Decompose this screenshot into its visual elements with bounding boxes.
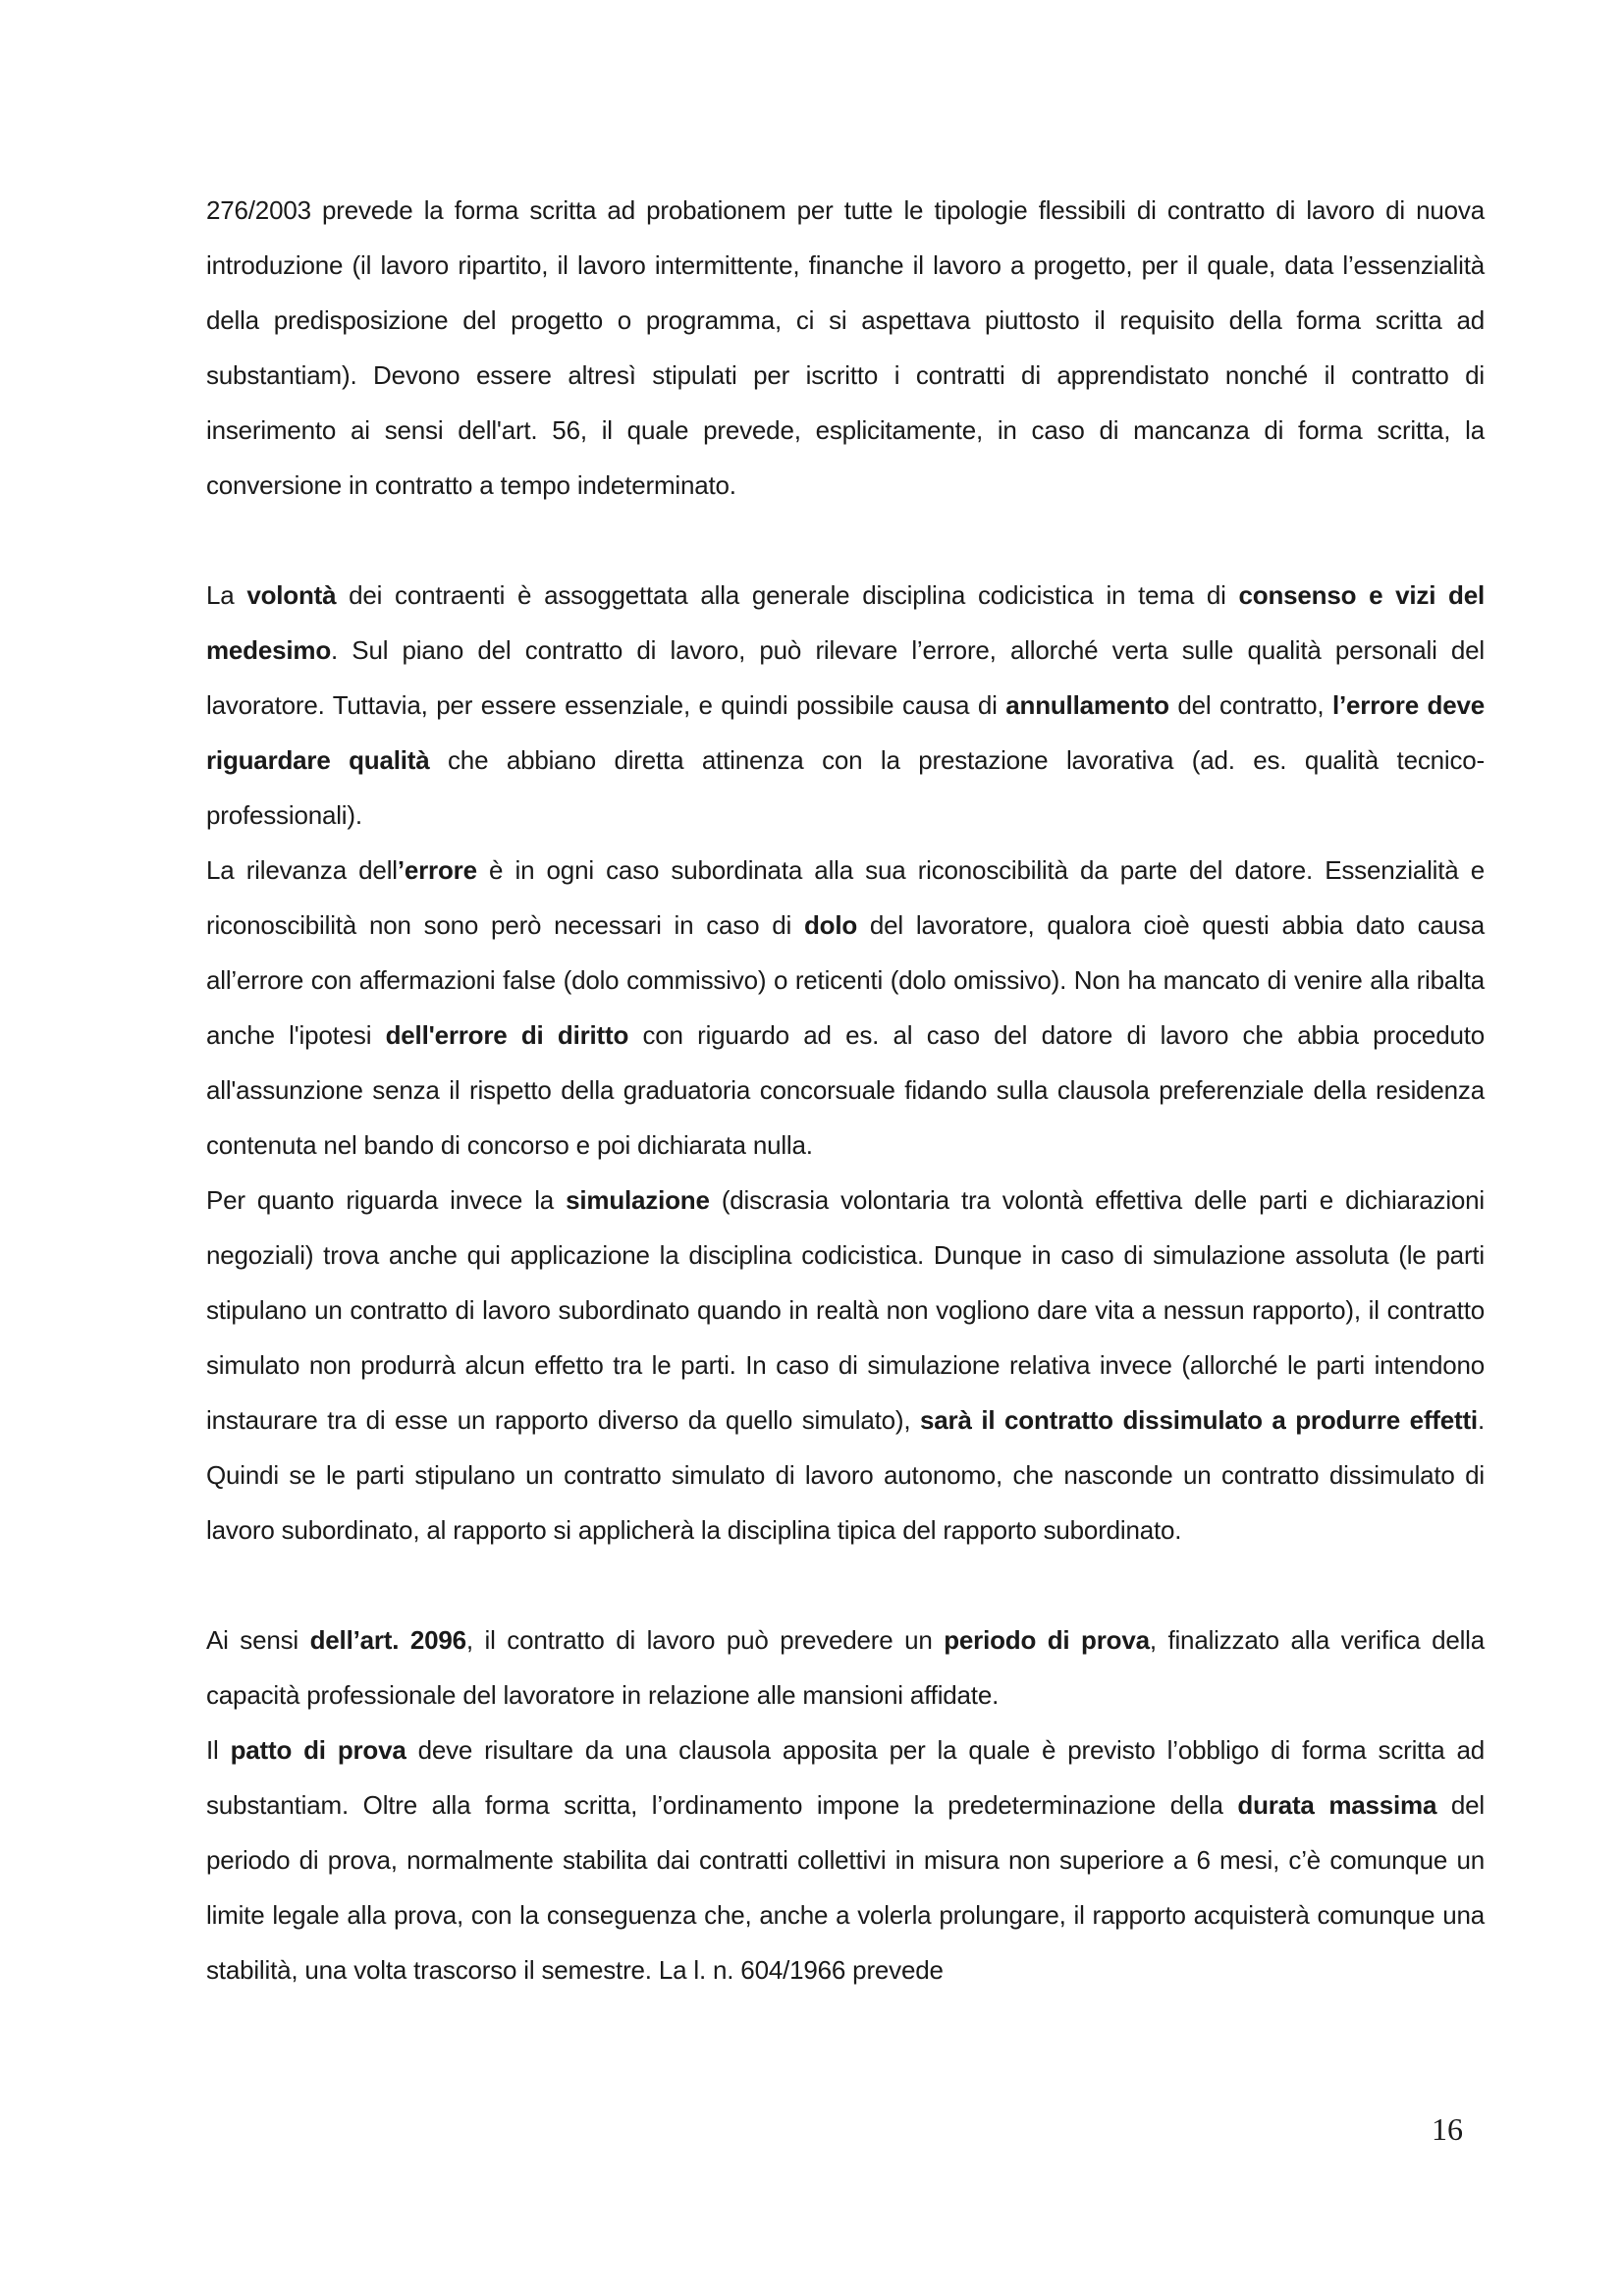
- text-run: La: [206, 580, 247, 610]
- text-run: Per quanto riguarda invece la: [206, 1185, 567, 1215]
- text-run: che abbiano diretta attinenza con la prestazione lavorativa (ad. es. qualità tecnico-professionali).: [206, 745, 1485, 830]
- text-run: dei contraenti è assoggettata alla generale disciplina codicistica in tema di: [336, 580, 1239, 610]
- bold-term: durata massima: [1237, 1790, 1437, 1820]
- bold-term: consenso e vizi del medesimo: [206, 580, 1486, 665]
- text-run: deve risultare da una clausola apposita per la quale è previsto l’obbligo di forma scritta ad substantiam. Oltre alla forma scritta, l’ordinamento impone la predeterminazione della: [206, 1735, 1485, 1820]
- bold-term: simulazione: [566, 1185, 710, 1215]
- text-run: del periodo di prova, normalmente stabilita dai contratti collettivi in misura non superiore a 6 mesi, c’è comunque un limite legale alla prova, con la conseguenza che, anche a volerla prolungare, il rapporto acquisterà comunque una stabilità, una volta trascorso il semestre. La l. n. 604/1966 prevede: [206, 1790, 1485, 1985]
- paragraph-periodo-prova: [206, 1613, 1485, 1722]
- text-run: . Sul piano del contratto di lavoro, può rilevare l’errore, allorché verta sulle qualità personali del lavoratore. Tuttavia, per essere essenziale, e quindi possibile causa di: [206, 635, 1485, 720]
- paragraph-volonta: [206, 568, 1485, 843]
- bold-term: dell'errore di diritto: [385, 1020, 629, 1050]
- paragraph-simulazione: [206, 1173, 1485, 1558]
- paragraph-errore: [206, 843, 1485, 1173]
- text-run: , il contratto di lavoro può prevedere un: [465, 1625, 945, 1655]
- body-text: [206, 183, 1485, 1997]
- text-run: è in ogni caso subordinata alla sua riconoscibilità da parte del datore. Essenzialità e riconoscibilità non sono però necessari in caso di: [206, 855, 1486, 940]
- text-run: La rilevanza dell: [206, 855, 398, 885]
- text-run: . Quindi se le parti stipulano un contratto simulato di lavoro autonomo, che nasconde un contratto dissimulato di lavoro subordinato, al rapporto si applicherà la disciplina tipica del rapporto subordinato.: [206, 1405, 1485, 1545]
- paragraph-patto-prova: [206, 1722, 1485, 1997]
- text-run: Ai sensi: [206, 1625, 310, 1655]
- bold-term: periodo di prova: [944, 1625, 1150, 1655]
- paragraph-spacer: [206, 1558, 1485, 1613]
- page-number: 16: [1432, 2111, 1463, 2147]
- text-run: del lavoratore, qualora cioè questi abbia dato causa all’errore con affermazioni false (dolo commissivo) o reticenti (dolo omissivo). Non ha mancato di venire alla ribalta anche l'ipotesi: [206, 910, 1485, 1050]
- paragraph-spacer: [206, 513, 1485, 568]
- text-run: con riguardo ad es. al caso del datore di lavoro che abbia proceduto all'assunzione senza il rispetto della graduatoria concorsuale fidando sulla clausola preferenziale della residenza contenuta nel bando di concorso e poi dichiarata nulla.: [206, 1020, 1485, 1160]
- text-run: Il: [206, 1735, 231, 1765]
- text-run: 276/2003 prevede la forma scritta ad probationem per tutte le tipologie flessibili di contratto di lavoro di nuova introduzione (il lavoro ripartito, il lavoro intermittente, finanche il lavoro a progetto, per il quale, data l’essenzialità della predisposizione del progetto o programma, ci si aspettava piuttosto il requisito della forma scritta ad substantiam). Devono essere altresì stipulati per iscritto i contratti di apprendistato nonché il contratto di inserimento ai sensi dell'art. 56, il quale prevede, esplicitamente, in caso di mancanza di forma scritta, la conversione in contratto a tempo indeterminato.: [206, 195, 1485, 500]
- bold-term: dolo: [803, 910, 858, 940]
- bold-term: annullamento: [1005, 690, 1169, 720]
- bold-term: dell’art. 2096: [309, 1625, 466, 1655]
- bold-term: l’errore deve riguardare qualità: [206, 690, 1485, 775]
- bold-term: patto di prova: [230, 1735, 406, 1765]
- bold-term: ’errore: [397, 855, 477, 885]
- bold-term: volontà: [246, 580, 337, 610]
- text-run: del contratto,: [1168, 690, 1332, 720]
- text-run: , finalizzato alla verifica della capacità professionale del lavoratore in relazione alle mansioni affidate.: [206, 1625, 1486, 1710]
- text-run: (discrasia volontaria tra volontà effettiva delle parti e dichiarazioni negoziali) trova anche qui applicazione la disciplina codicistica. Dunque in caso di simulazione assoluta (le parti stipulano un contratto di lavoro subordinato quando in realtà non vogliono dare vita a nessun rapporto), il contratto simulato non produrrà alcun effetto tra le parti. In caso di simulazione relativa invece (allorché le parti intendono instaurare tra di esse un rapporto diverso da quello simulato),: [206, 1185, 1486, 1435]
- bold-term: sarà il contratto dissimulato a produrre effetti: [920, 1405, 1478, 1435]
- paragraph-forma-scritta: [206, 183, 1485, 513]
